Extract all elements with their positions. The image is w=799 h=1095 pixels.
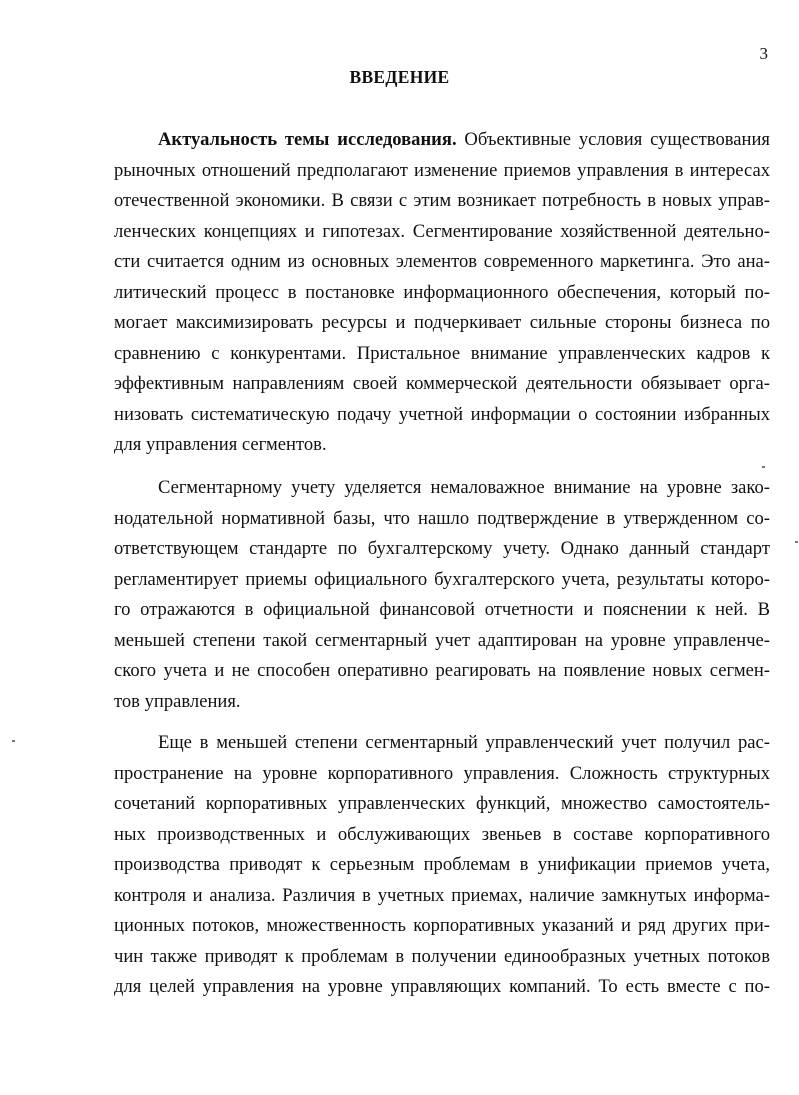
text-line-content: Объективные условия существования [456,129,770,150]
text-line: эффективным направлениям своей коммерческой деятельности обязывает орга- [114,373,770,394]
text-line [114,125,770,156]
page-number: 3 [759,44,768,63]
text-line: для управления сегментов. [114,434,327,455]
paragraph-corporate [114,728,770,1003]
text-line: рыночных отношений предполагают изменение приемов управления в интересах [114,159,770,181]
page-title: ВВЕДЕНИЕ [349,67,450,87]
text-line: го отражаются в официальной финансовой отчетности и пояснении к ней. В [114,599,770,620]
text-line: отечественной экономики. В связи с этим возникает потребность в новых управ- [114,190,770,211]
section-lead-heading: Актуальность темы исследования. [158,129,457,150]
text-line: тов управления. [114,690,241,712]
text-line: ского учета и не способен оперативно реагировать на появление новых сегмен- [114,660,770,681]
scan-speck [762,466,765,468]
text-line: для целей управления на уровне управляющих компаний. То есть вместе с по- [114,976,770,997]
text-line: Сегментарному учету уделяется немаловажное внимание на уровне зако- [158,477,770,498]
paragraph-relevance [114,125,770,461]
text-line: Еще в меньшей степени сегментарный управленческий учет получил рас- [158,732,770,753]
text-line: сочетаний корпоративных управленческих функций, множество самостоятель- [114,793,770,814]
text-line: регламентирует приемы официального бухгалтерского учета, результаты которо- [114,568,770,590]
text-line: производства приводят к серьезным проблемам в унификации приемов учета, [114,854,770,875]
text-line: литический процесс в постановке информационного обеспечения, который по- [114,281,770,303]
text-line: нодательной нормативной базы, что нашло подтверждение в утвержденном со- [114,507,770,529]
paragraph-segment-standard [114,473,770,717]
scan-speck [795,541,798,543]
text-line: ответствующем стандарте по бухгалтерскому учету. Однако данный стандарт [114,538,770,559]
text-line: пространение на уровне корпоративного управления. Сложность структурных [114,762,770,784]
text-line: ных производственных и обслуживающих звеньев в составе корпоративного [114,823,770,845]
text-line: ленческих концепциях и гипотезах. Сегментирование хозяйственной деятельно- [114,220,770,242]
text-line: низовать систематическую подачу учетной информации о состоянии избранных [114,403,770,425]
scan-speck [12,740,15,742]
text-line: могает максимизировать ресурсы и подчеркивает сильные стороны бизнеса по [114,312,770,333]
text-line: меньшей степени такой сегментарный учет адаптирован на уровне управленче- [114,629,770,651]
text-line: чин также приводят к проблемам в получении единообразных учетных потоков [114,945,770,967]
text-line: сти считается одним из основных элементов современного маркетинга. Это ана- [114,251,770,272]
text-line: контроля и анализа. Различия в учетных приемах, наличие замкнутых информа- [114,884,770,906]
text-line: сравнению с конкурентами. Пристальное внимание управленческих кадров к [114,342,770,364]
text-line: ционных потоков, множественность корпоративных указаний и ряд других при- [114,915,770,936]
